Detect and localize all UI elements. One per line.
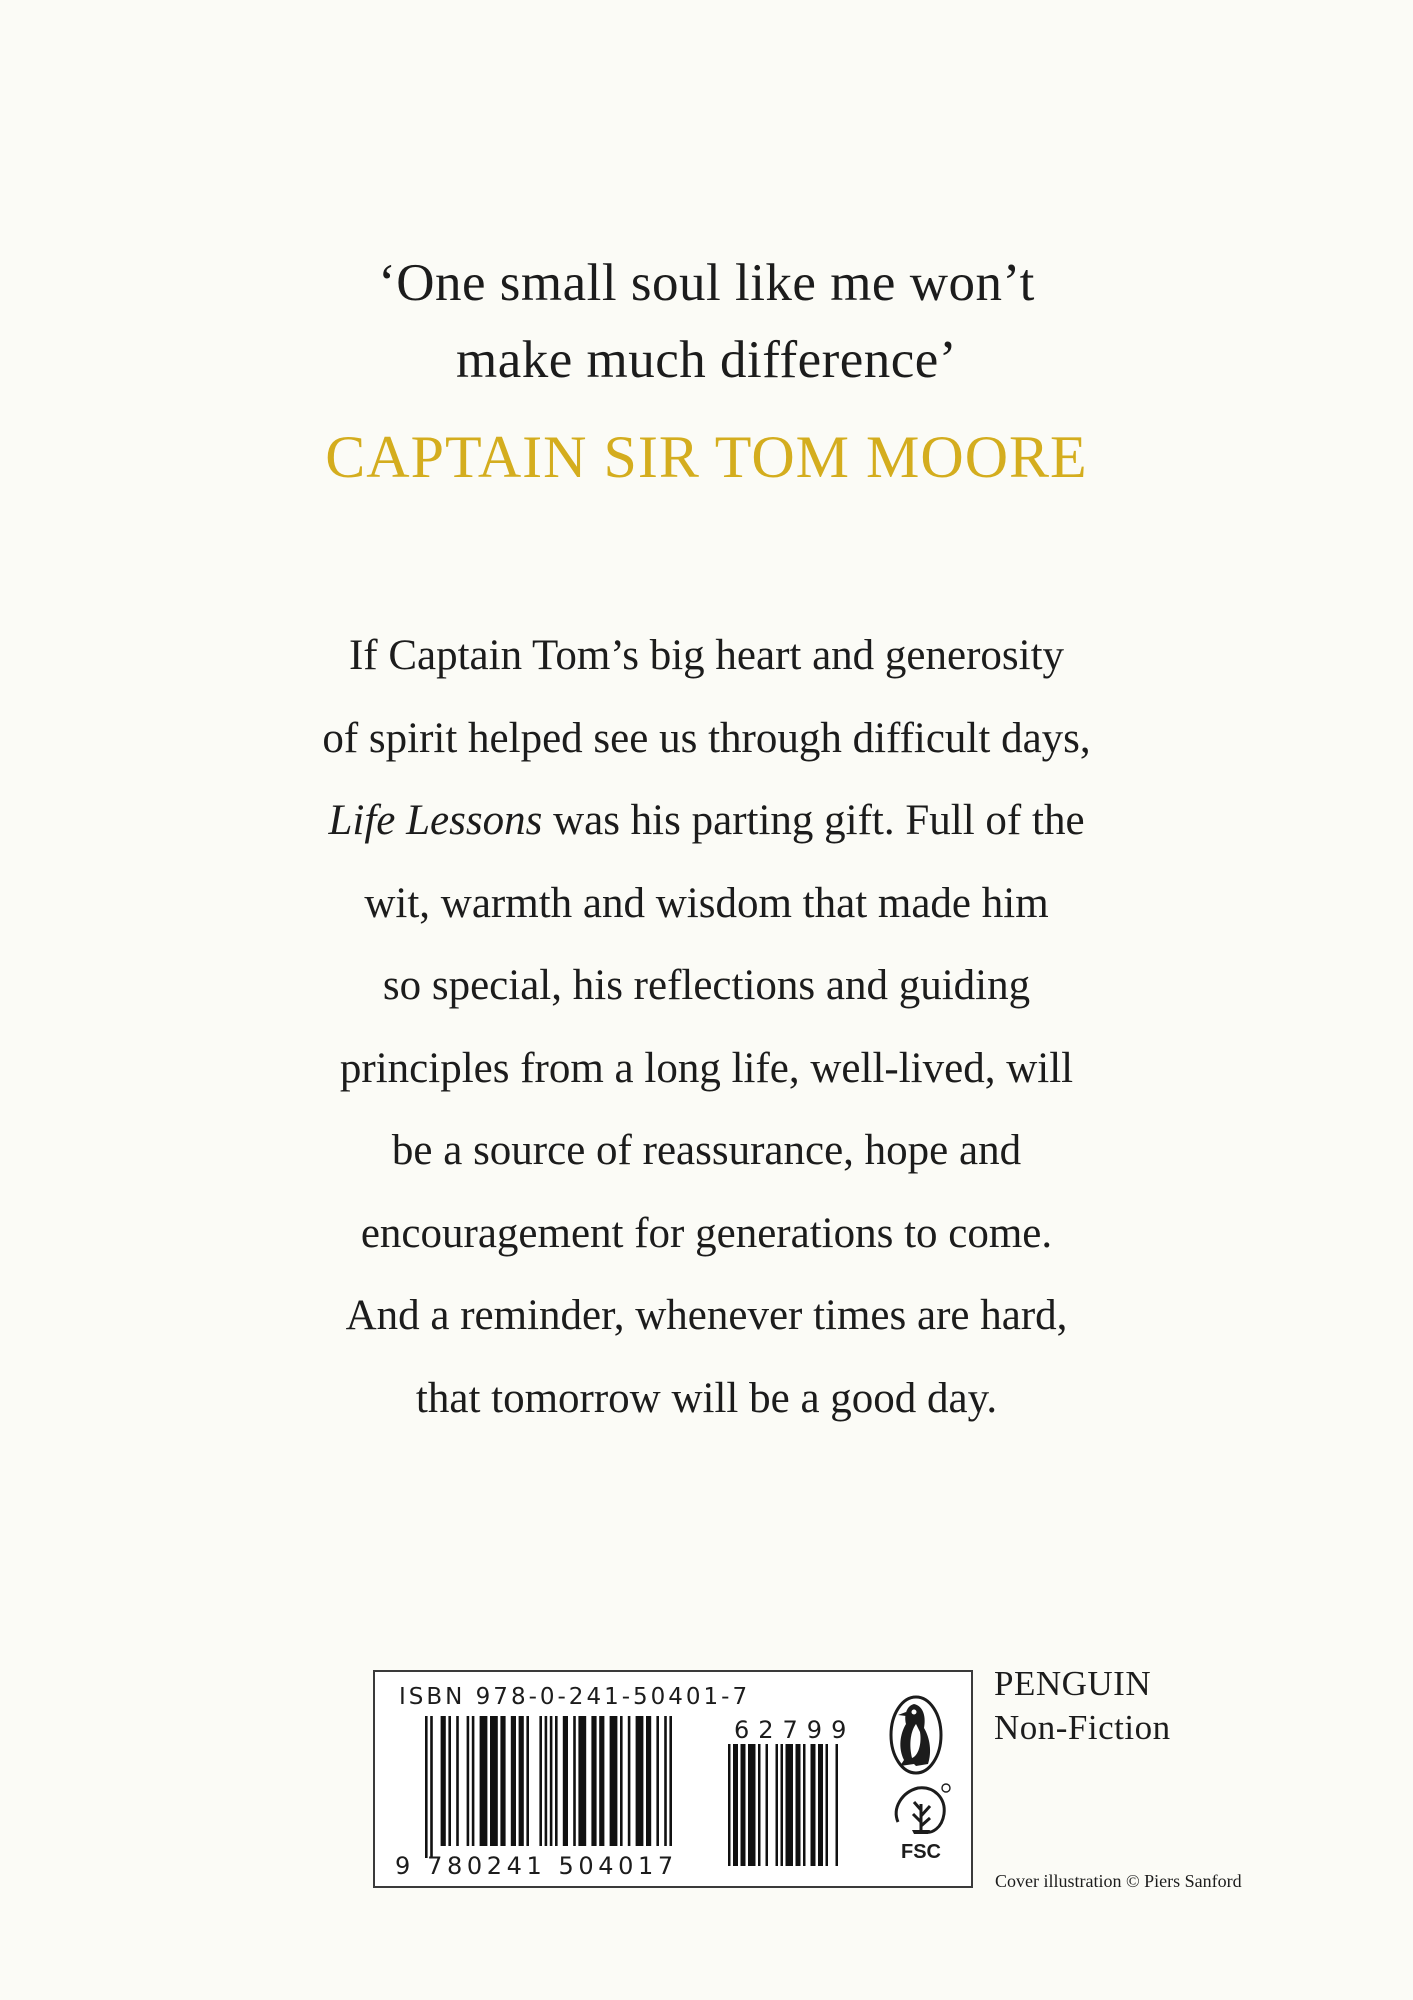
barcode-bar: [628, 1716, 631, 1846]
blurb-line: If Captain Tom’s big heart and generosity: [348, 632, 1065, 679]
barcode-bar: [441, 1716, 446, 1846]
barcode-box: [373, 1670, 973, 1888]
barcode-bar: [741, 1744, 746, 1866]
barcode-bar: [826, 1744, 829, 1866]
barcode-bar: [563, 1716, 568, 1846]
author-name: CAPTAIN SIR TOM MOORE: [325, 424, 1088, 490]
isbn-text: ISBN 978-0-241-50401-7: [399, 1684, 751, 1710]
barcode-bar: [656, 1716, 659, 1846]
blurb-line: be a source of reassurance, hope and: [391, 1127, 1022, 1174]
blurb: [0, 615, 1413, 1440]
barcode-bar: [511, 1716, 516, 1846]
cover-credit: Cover illustration © Piers Sanford: [995, 1871, 1242, 1891]
blurb-line: that tomorrow will be a good day.: [415, 1374, 998, 1422]
barcode-bar: [599, 1716, 604, 1846]
barcode-bar: [519, 1716, 524, 1846]
penguin-logo-icon: [888, 1694, 944, 1776]
barcode-bar: [664, 1716, 667, 1846]
barcode-bar: [776, 1744, 779, 1866]
fsc-label: FSC: [901, 1841, 941, 1863]
barcode-bar: [456, 1716, 459, 1846]
barcode-bar: [758, 1744, 761, 1866]
barcode-bar: [573, 1716, 576, 1846]
barcode-bar: [555, 1716, 558, 1846]
blurb-line-rest: was his parting gift. Full of the: [542, 797, 1085, 844]
barcode-bar: [591, 1716, 596, 1846]
barcode-bar: [748, 1744, 756, 1866]
blurb-line: wit, warmth and wisdom that made him: [364, 879, 1049, 927]
barcode-bar: [803, 1744, 806, 1866]
addon-barcode: [728, 1744, 838, 1878]
barcode-bar: [490, 1716, 498, 1846]
publisher-category: Non-Fiction: [994, 1708, 1171, 1747]
publisher: [994, 1662, 1171, 1750]
barcode-bar: [539, 1716, 542, 1846]
barcode-bar: [620, 1716, 623, 1846]
barcode-bar: [728, 1744, 731, 1866]
blurb-line: And a reminder, whenever times are hard,: [345, 1292, 1068, 1339]
barcode-bar: [766, 1744, 769, 1866]
barcode-bar: [669, 1716, 672, 1846]
blurb-line: principles from a long life, well-lived, will: [339, 1044, 1074, 1092]
barcode-bar: [733, 1744, 738, 1866]
barcode-bar: [836, 1744, 839, 1866]
barcode-bar: [818, 1744, 823, 1866]
barcode-bar: [425, 1716, 428, 1858]
barcode-bar: [526, 1716, 529, 1846]
publisher-name: PENGUIN: [994, 1664, 1152, 1703]
blurb-line: of spirit helped see us through difficult days,: [322, 714, 1091, 762]
barcode-bar: [472, 1716, 475, 1846]
barcode-bar: [610, 1716, 618, 1846]
barcode-bar: [550, 1716, 553, 1846]
barcode-bar: [811, 1744, 816, 1866]
barcode-bar: [448, 1716, 451, 1846]
blurb-line: encouragement for generations to come.: [360, 1209, 1053, 1257]
barcode-bar: [467, 1716, 470, 1846]
barcode-bar: [781, 1744, 784, 1866]
barcode-bar: [796, 1744, 801, 1866]
addon-digits: 62799: [734, 1716, 856, 1744]
barcode-bar: [430, 1716, 433, 1858]
barcode-bar: [786, 1744, 794, 1866]
ean-digits: 9 780241 504017: [395, 1852, 678, 1880]
quote-line: make much difference’: [456, 331, 957, 389]
barcode-bar: [646, 1716, 651, 1846]
barcode-bar: [480, 1716, 488, 1846]
quote: [0, 245, 1413, 399]
blurb-line: so special, his reflections and guiding: [382, 962, 1031, 1009]
blurb-line: [0, 780, 1413, 863]
quote-line: ‘One small soul like me won’t: [378, 254, 1035, 312]
barcode-bar: [545, 1716, 548, 1846]
barcode-bar: [636, 1716, 644, 1846]
ean-barcode: [425, 1716, 675, 1858]
barcode-bar: [500, 1716, 505, 1846]
fsc-logo-icon: [890, 1782, 952, 1864]
barcode-bar: [578, 1716, 586, 1846]
book-title: Life Lessons: [328, 797, 543, 844]
